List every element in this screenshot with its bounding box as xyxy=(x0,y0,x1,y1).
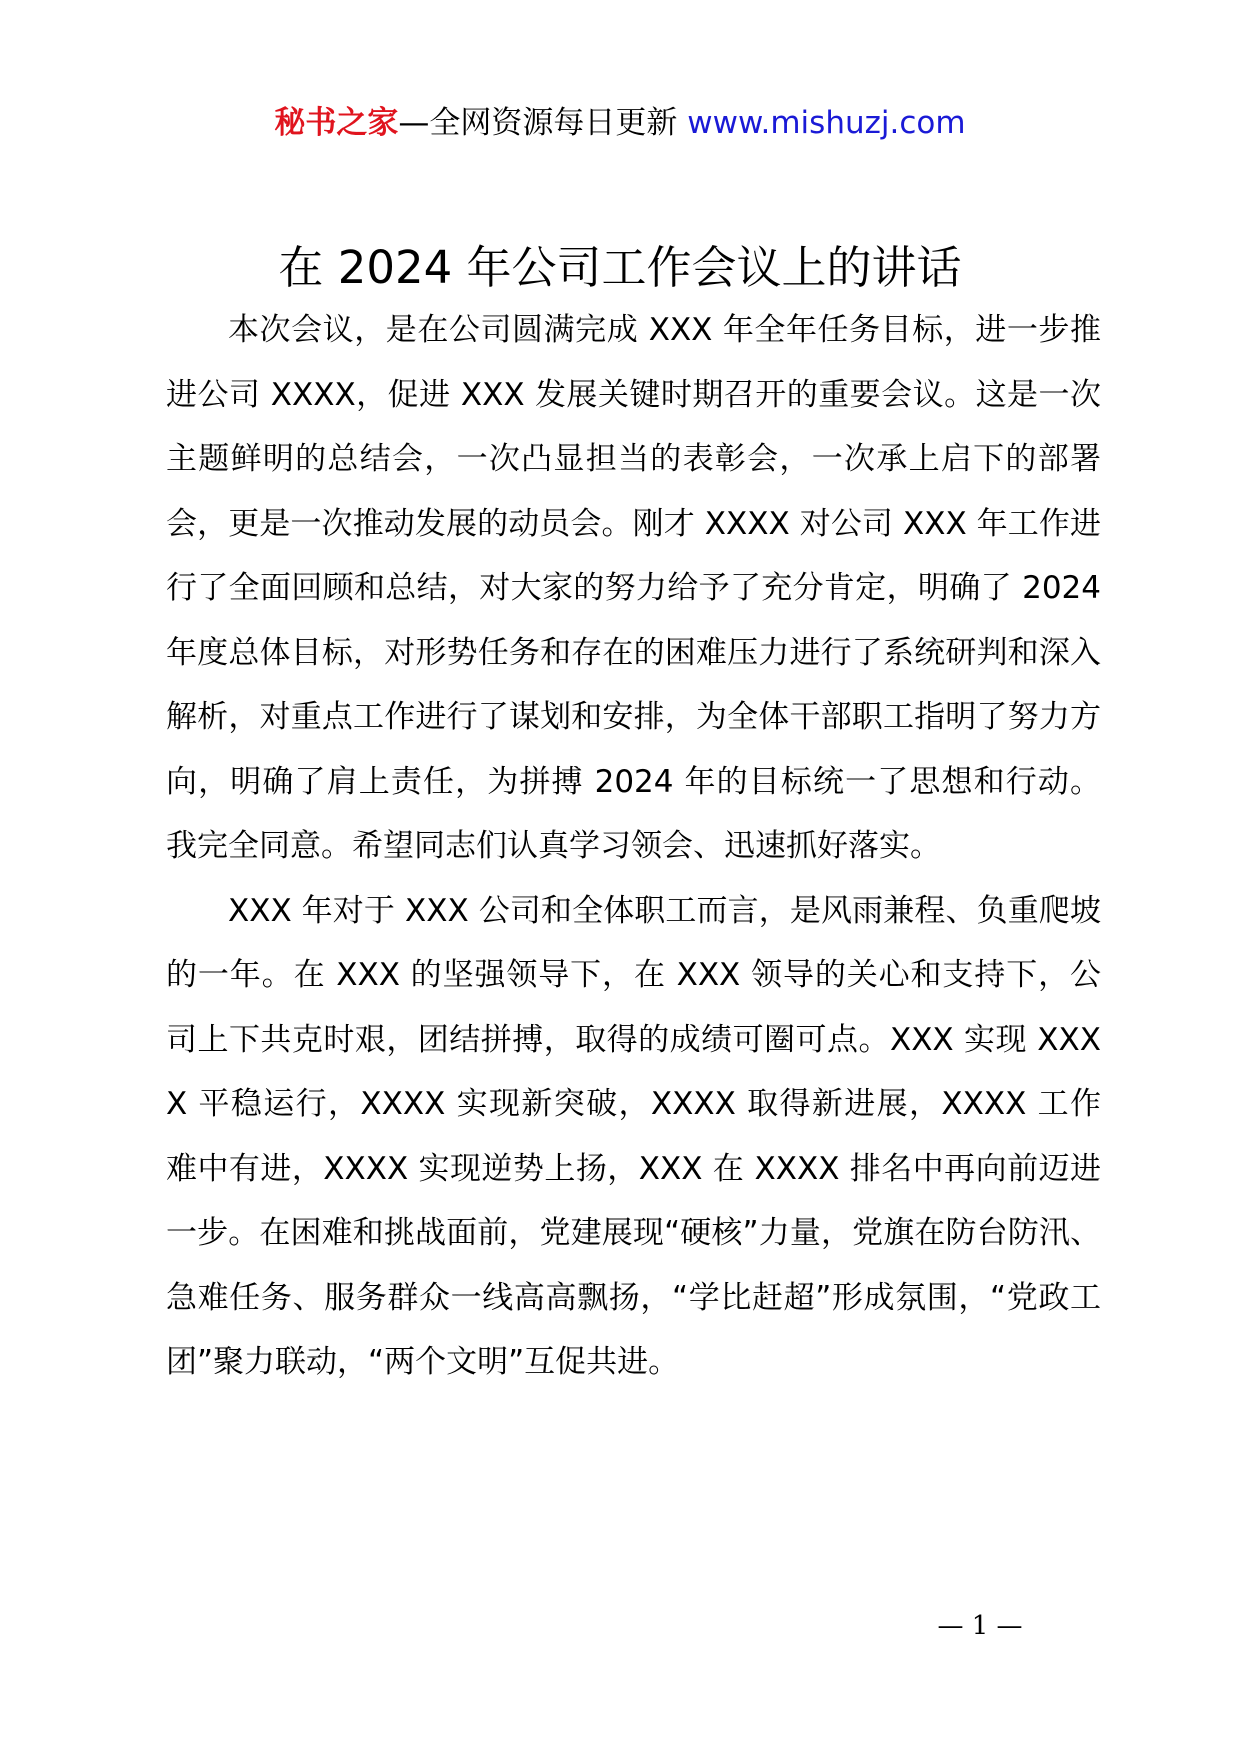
page-number: — 1 — xyxy=(937,1611,1023,1641)
site-header xyxy=(0,98,1240,148)
document-title: 在 2024 年公司工作会议上的讲话 xyxy=(278,241,962,294)
paragraph: XXX 年对于 XXX 公司和全体职工而言，是风雨兼程、负重爬坡的一年。在 XXX 的坚强领导下，在 XXX 领导的关心和支持下，公司上下共克时艰，团结拼搏，取得的成绩可圈可点。XXX 实现 XXXX 平稳运行，XXXX 实现新突破，XXXX 取得新进展，XXXX 工作难中有进，XXXX 实现逆势上扬，XXX 在 XXXX 排名中再向前迈进一步。在困难和挑战面前，党建展现“硬核”力量，党旗在防台防汛、急难任务、服务群众一线高高飘扬，“学比赶超”形成氛围，“党政工团”聚力联动，“两个文明”互促共进。 xyxy=(166,892,1101,1380)
site-slogan: —全网资源每日更新 xyxy=(398,105,678,141)
site-url-link[interactable]: www.mishuzj.com xyxy=(687,105,966,141)
site-brand: 秘书之家 xyxy=(274,105,399,141)
document-body xyxy=(166,298,1101,1395)
paragraph: 本次会议，是在公司圆满完成 XXX 年全年任务目标，进一步推进公司 XXXX，促进 XXX 发展关键时期召开的重要会议。这是一次主题鲜明的总结会，一次凸显担当的表彰会，一次承上启下的部署会，更是一次推动发展的动员会。刚才 XXXX 对公司 XXX 年工作进行了全面回顾和总结，对大家的努力给予了充分肯定，明确了 2024 年度总体目标，对形势任务和存在的困难压力进行了系统研判和深入解析，对重点工作进行了谋划和安排，为全体干部职工指明了努力方向，明确了肩上责任，为拼搏 2024 年的目标统一了思想和行动。我完全同意。希望同志们认真学习领会、迅速抓好落实。 xyxy=(166,312,1101,864)
